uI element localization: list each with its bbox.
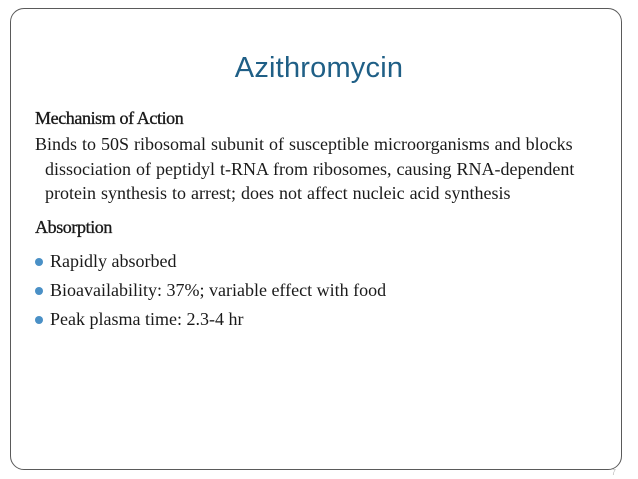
mechanism-paragraph: Binds to 50S ribosomal subunit of susceptible microorganisms and blocks dissociation of peptidyl t-RNA from ribosomes, causing RNA-dependent protein synthesis to arrest; does not affect nucleic acid synthesis	[35, 134, 575, 203]
bullet-dot-icon	[35, 316, 43, 324]
bullet-text: Peak plasma time: 2.3-4 hr	[50, 308, 244, 329]
section-heading-absorption: Absorption	[35, 216, 113, 237]
absorption-bullet-list	[35, 247, 610, 334]
bullet-item	[35, 247, 610, 276]
bullet-dot-icon	[35, 258, 43, 266]
bullet-text: Rapidly absorbed	[50, 250, 177, 271]
section-heading-mechanism: Mechanism of Action	[35, 108, 184, 128]
bullet-item	[35, 305, 610, 334]
bullet-text: Bioavailability: 37%; variable effect with food	[50, 279, 387, 300]
slide-content	[35, 104, 610, 334]
slide-title: Azithromycin	[234, 52, 404, 84]
bullet-dot-icon	[35, 287, 43, 295]
bullet-item	[35, 276, 610, 305]
slide-number: 7	[611, 468, 616, 477]
